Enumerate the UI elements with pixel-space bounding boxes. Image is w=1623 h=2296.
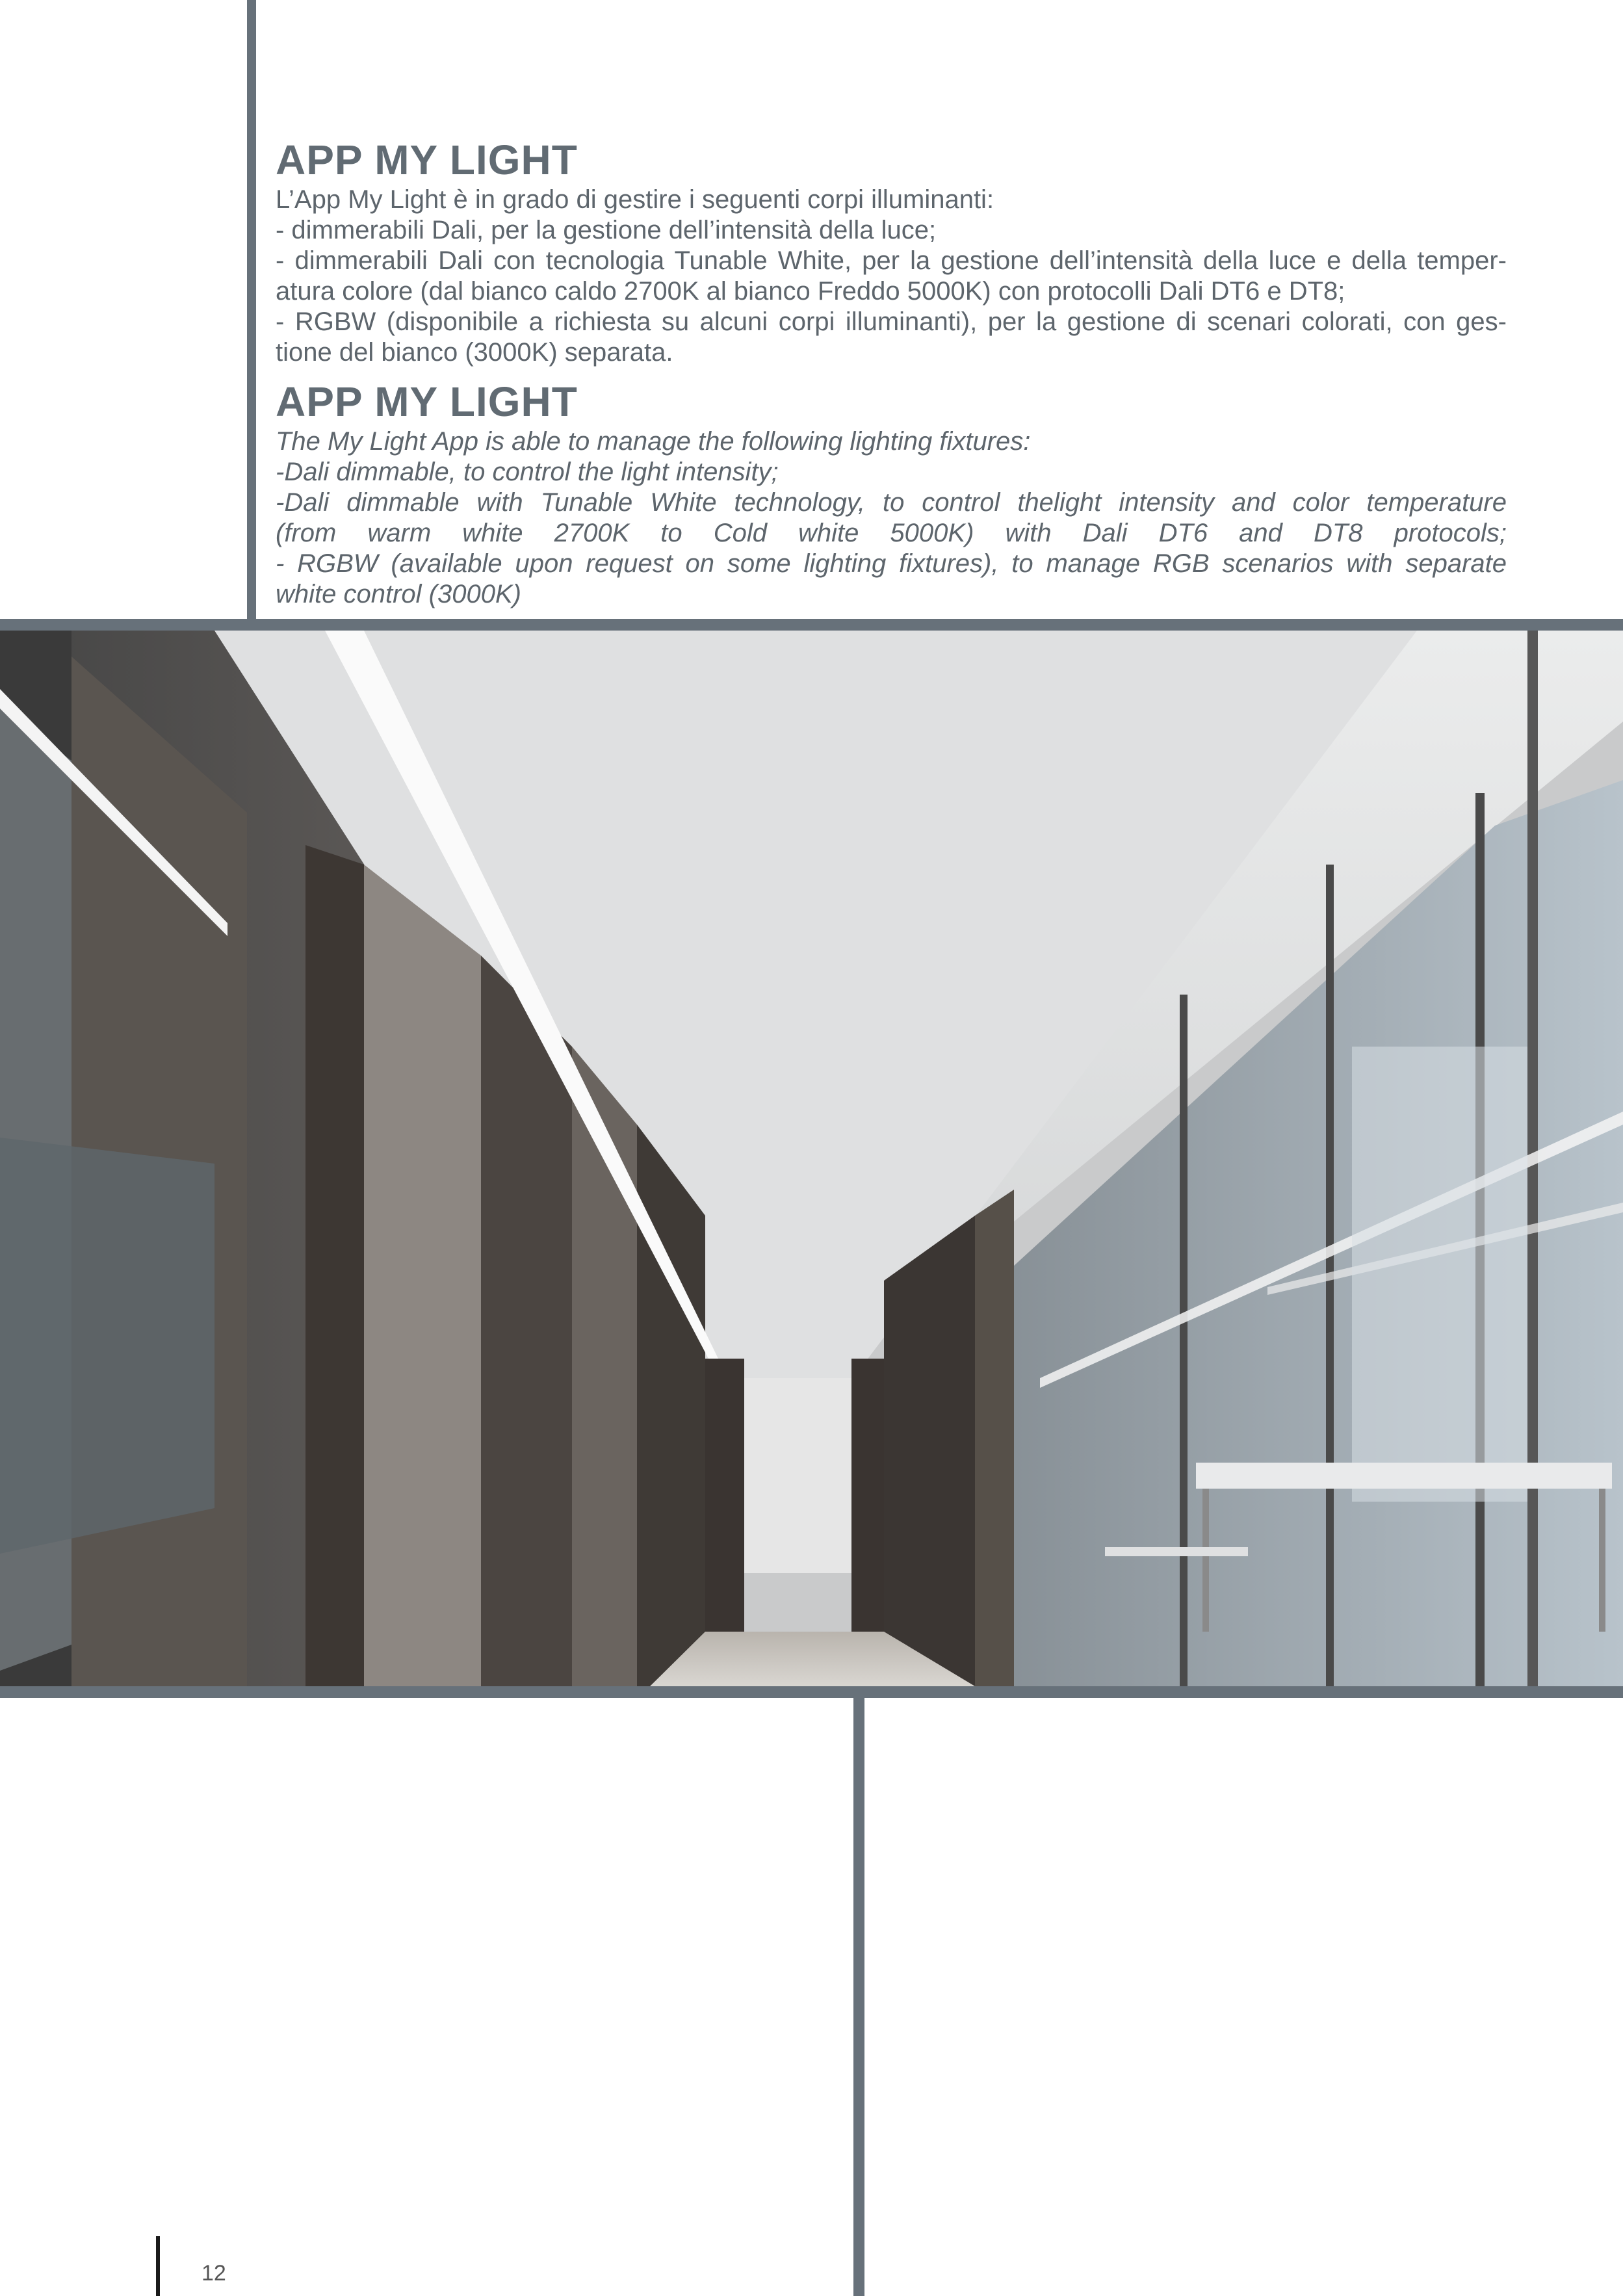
italian-line: - RGBW (disponibile a richiesta su alcuni corpi illuminanti), per la gestione di scenari colorati, con ges- <box>276 307 1507 336</box>
italian-line: - dimmerabili Dali con tecnologia Tunable White, per la gestione dell’intensità della luce e della temper- <box>276 246 1507 275</box>
office-corridor-photo <box>0 631 1623 1686</box>
english-line: (from warm white 2700K to Cold white 5000K) with Dali DT6 and DT8 protocols; <box>276 519 1507 547</box>
italian-section <box>276 135 1507 368</box>
english-line: white control (3000K) <box>276 580 521 608</box>
horizontal-divider-bottom <box>0 1686 1623 1698</box>
italian-line: tione del bianco (3000K) separata. <box>276 338 673 367</box>
italian-heading: APP MY LIGHT <box>276 137 578 183</box>
italian-line: L’App My Light è in grado di gestire i seguenti corpi illuminanti: <box>276 185 994 214</box>
page-marker-bar <box>156 2236 160 2296</box>
english-section <box>276 377 1507 610</box>
vertical-divider-bottom <box>853 1698 864 2296</box>
english-line: - RGBW (available upon request on some lighting fixtures), to manage RGB scenarios with separate <box>276 549 1507 578</box>
english-line: -Dali dimmable with Tunable White technology, to control thelight intensity and color temperature <box>276 488 1507 517</box>
page-number: 12 <box>201 2261 226 2286</box>
english-line: The My Light App is able to manage the following lighting fixtures: <box>276 427 1031 456</box>
horizontal-divider-top <box>0 619 1623 631</box>
vertical-divider-top <box>247 0 256 619</box>
english-heading: APP MY LIGHT <box>276 378 578 425</box>
italian-line: - dimmerabili Dali, per la gestione dell’intensità della luce; <box>276 216 937 244</box>
english-line: -Dali dimmable, to control the light intensity; <box>276 458 779 486</box>
italian-line: atura colore (dal bianco caldo 2700K al bianco Freddo 5000K) con protocolli Dali DT6 e DT8; <box>276 277 1345 306</box>
